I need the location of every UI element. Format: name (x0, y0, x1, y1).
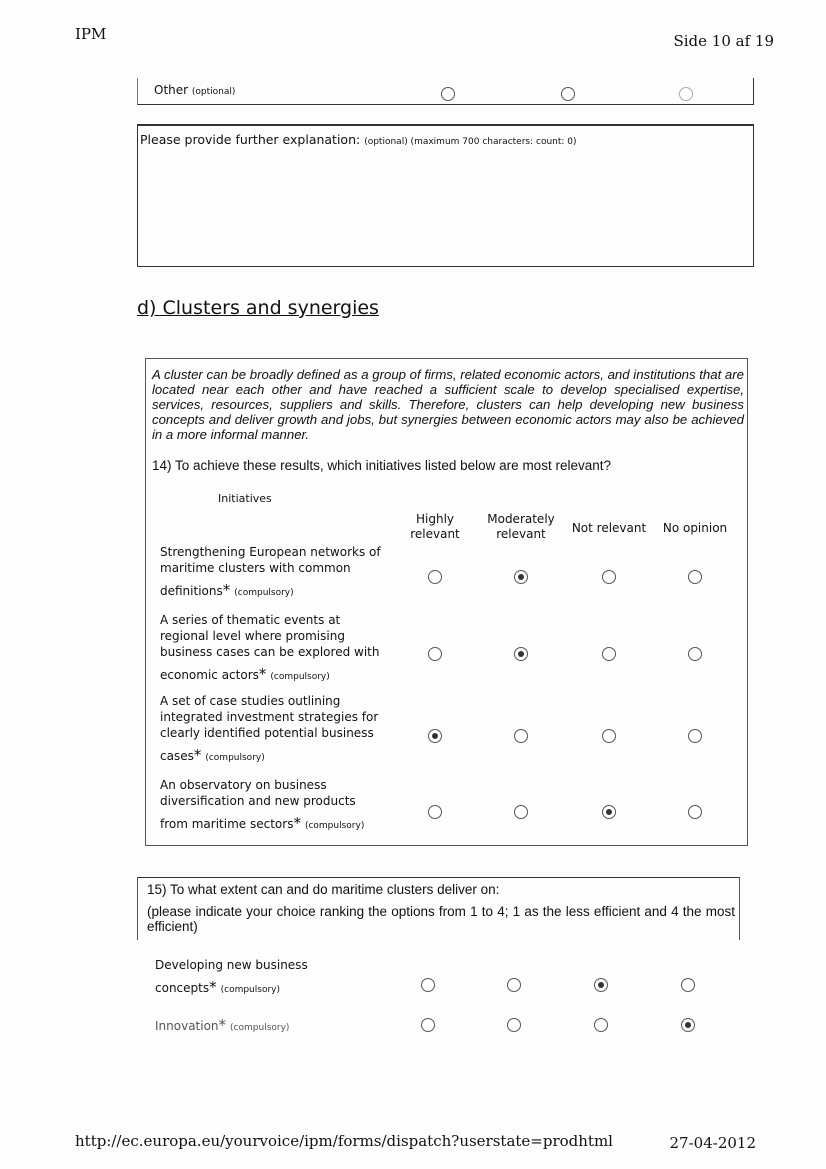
row-label-text: economic actors (160, 668, 259, 682)
radio-option[interactable] (688, 647, 702, 661)
row-label-line: An observatory on business (160, 778, 327, 792)
radio-option[interactable] (428, 570, 442, 584)
column-header-line: Highly (415, 512, 455, 526)
row-label-line: Strengthening European networks of (160, 545, 381, 559)
compulsory-note: (compulsory) (270, 672, 330, 682)
q14-question: 14) To achieve these results, which initiatives listed below are most relevant? (152, 458, 611, 473)
row-label-line: diversification and new products (160, 794, 356, 808)
required-asterisk: * (258, 665, 267, 683)
other-radio-3[interactable] (679, 87, 693, 101)
column-header (487, 512, 555, 542)
radio-option[interactable] (602, 805, 616, 819)
row-label-line: regional level where promising (160, 629, 345, 643)
radio-option[interactable] (428, 729, 442, 743)
row-label (160, 815, 364, 834)
radio-option[interactable] (507, 978, 521, 992)
radio-option[interactable] (428, 647, 442, 661)
row-label-text: concepts (155, 981, 210, 995)
footer-url: http://ec.europa.eu/yourvoice/ipm/forms/dispatch?userstate=prodhtml (75, 1132, 613, 1150)
row-label-line: A series of thematic events at (160, 613, 341, 627)
row-label-text: Innovation (155, 1019, 219, 1033)
column-header (572, 521, 646, 536)
row-label (155, 1017, 289, 1036)
required-asterisk: * (222, 581, 231, 599)
column-header (663, 521, 727, 536)
footer-date: 27-04-2012 (669, 1134, 756, 1152)
compulsory-note: (compulsory) (304, 821, 365, 831)
radio-option[interactable] (421, 1018, 435, 1032)
radio-option[interactable] (514, 805, 528, 819)
compulsory-note: (compulsory) (230, 1023, 290, 1033)
other-label: Other (optional) (154, 83, 236, 97)
row-label-text: from maritime sectors (160, 817, 294, 831)
row-label (160, 747, 265, 766)
row-label-line: integrated investment strategies for (160, 710, 379, 724)
required-asterisk: * (193, 746, 202, 764)
column-header (410, 512, 460, 542)
radio-option[interactable] (421, 978, 435, 992)
q15-box (137, 877, 740, 940)
radio-option[interactable] (688, 805, 702, 819)
intro-text: A cluster can be broadly defined as a group of firms, related economic actors, and institutions that are located near each other and have reached a sufficient scale to develop specialised expertise, services, resources, suppliers and skills. Therefore, clusters can help developing new business concepts and deliver growth and jobs, but synergies between economic actors may also be achieved in a more informal manner. (152, 367, 744, 442)
column-header-line: No opinion (662, 521, 728, 535)
header-left: IPM (75, 25, 107, 43)
q15-question: 15) To what extent can and do maritime clusters deliver on: (147, 882, 500, 897)
row-label-line: clearly identified potential business (160, 726, 374, 740)
q15-instruction: (please indicate your choice ranking the options from 1 to 4; 1 as the less efficient and 4 the most efficient) (147, 904, 735, 934)
q14-row-header: Initiatives (218, 492, 272, 505)
compulsory-note: (compulsory) (220, 985, 280, 995)
radio-option[interactable] (688, 729, 702, 743)
radio-option[interactable] (514, 570, 528, 584)
explanation-textarea[interactable] (137, 124, 754, 267)
radio-option[interactable] (507, 1018, 521, 1032)
radio-option[interactable] (594, 978, 608, 992)
compulsory-note: (compulsory) (234, 588, 294, 598)
row-label-line: Developing new business (155, 958, 308, 972)
radio-option[interactable] (681, 978, 695, 992)
required-asterisk: * (218, 1016, 227, 1034)
radio-option[interactable] (602, 729, 616, 743)
radio-option[interactable] (681, 1018, 695, 1032)
required-asterisk: * (293, 814, 301, 832)
section-heading: d) Clusters and synergies (137, 297, 379, 319)
column-header-line: relevant (410, 527, 460, 541)
compulsory-note: (compulsory) (205, 753, 265, 763)
row-label (160, 666, 330, 685)
radio-option[interactable] (514, 647, 528, 661)
row-label-line: maritime clusters with common (160, 561, 351, 575)
radio-option[interactable] (688, 570, 702, 584)
column-header-line: Moderately (487, 512, 555, 526)
radio-option[interactable] (594, 1018, 608, 1032)
radio-option[interactable] (602, 647, 616, 661)
required-asterisk: * (209, 978, 217, 996)
other-radio-2[interactable] (561, 87, 575, 101)
row-label (160, 582, 294, 601)
other-radio-1[interactable] (441, 87, 455, 101)
row-label-text: cases (160, 749, 194, 763)
column-header-line: Not relevant (571, 521, 647, 535)
row-label-line: A set of case studies outlining (160, 694, 341, 708)
row-label-text: definitions (160, 584, 223, 598)
radio-option[interactable] (428, 805, 442, 819)
radio-option[interactable] (602, 570, 616, 584)
page-number: Side 10 af 19 (673, 32, 774, 50)
column-header-line: relevant (496, 527, 546, 541)
row-label (155, 979, 280, 998)
radio-option[interactable] (514, 729, 528, 743)
row-label-line: business cases can be explored with (160, 645, 380, 659)
explanation-label: Please provide further explanation: (optional) (maximum 700 characters: count: 0) (140, 132, 577, 147)
